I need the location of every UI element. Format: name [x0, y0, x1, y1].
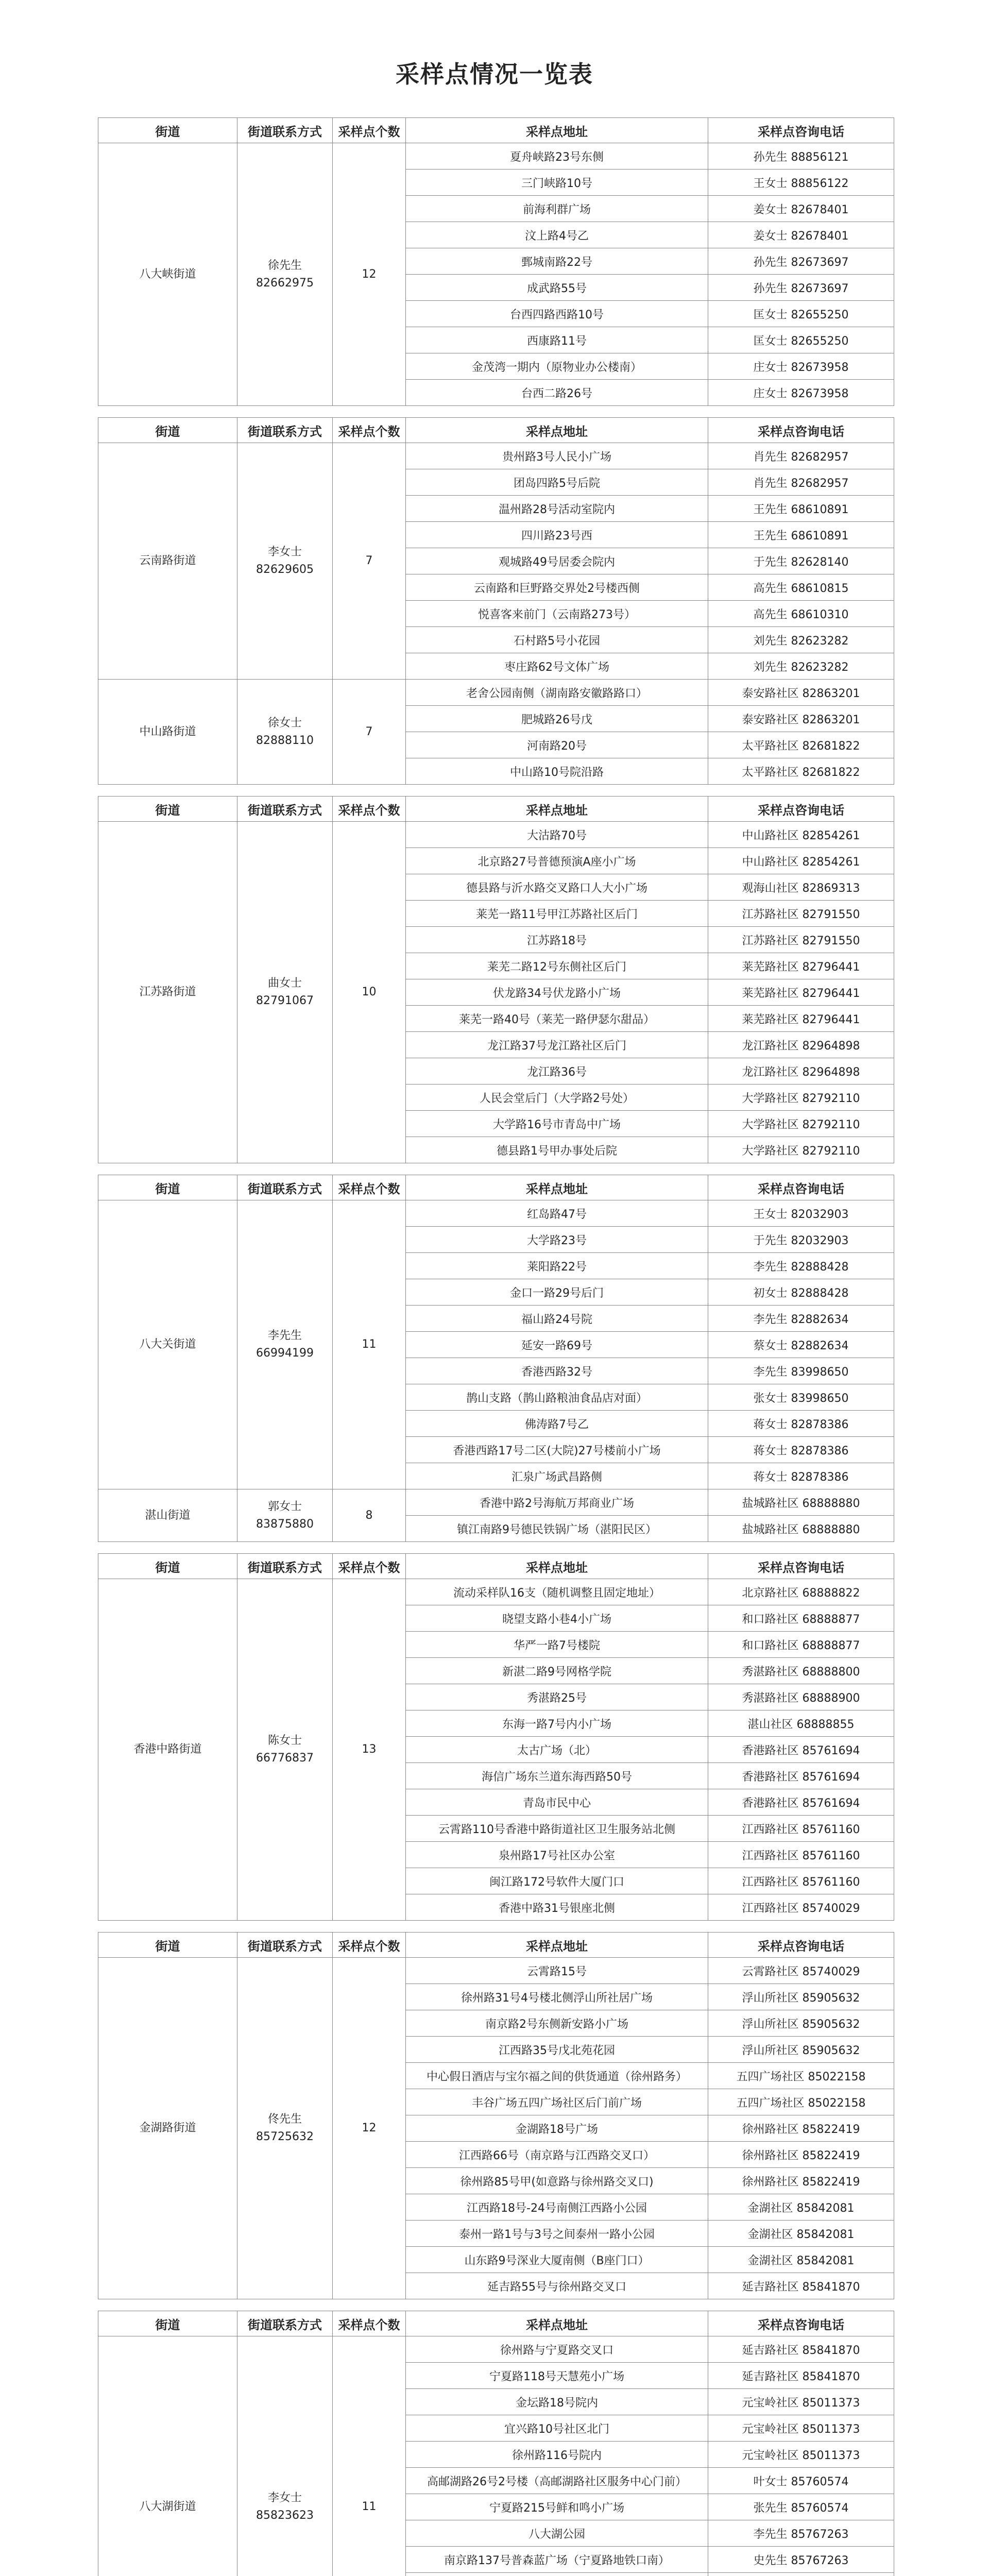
sample-address: 北京路27号普德预演A座小广场 — [406, 848, 708, 874]
sample-phone: 李先生 85767263 — [708, 2520, 894, 2547]
sample-address: 中山路10号院沿路 — [406, 758, 708, 785]
contact-line: 82791067 — [256, 994, 314, 1007]
sample-address: 莱芜一路11号甲江苏路社区后门 — [406, 901, 708, 927]
sample-address: 成武路55号 — [406, 275, 708, 301]
sample-phone: 元宝岭社区 85011373 — [708, 2415, 894, 2442]
sample-address: 延吉路55号与徐州路交叉口 — [406, 2273, 708, 2299]
column-header: 街道 — [98, 118, 237, 143]
sample-phone: 大学路社区 82792110 — [708, 1111, 894, 1137]
column-header: 街道联系方式 — [237, 418, 333, 443]
table-row — [98, 822, 894, 848]
sample-address: 海信广场东兰道东海西路50号 — [406, 1763, 708, 1789]
sample-address: 金口一路29号后门 — [406, 1279, 708, 1306]
sample-phone: 李先生 82882634 — [708, 1306, 894, 1332]
block-gap — [98, 1542, 894, 1553]
block-gap — [98, 406, 894, 417]
column-header: 采样点咨询电话 — [708, 118, 894, 143]
sample-phone: 莱芜路社区 82796441 — [708, 1006, 894, 1032]
sample-address: 石村路5号小花园 — [406, 627, 708, 653]
sample-phone: 大学路社区 82792110 — [708, 1084, 894, 1111]
street-contact — [237, 1200, 333, 1489]
table-row — [98, 1489, 894, 1516]
sample-phone: 江西路社区 85761160 — [708, 1842, 894, 1868]
sample-address: 悦喜客来前门（云南路273号） — [406, 601, 708, 627]
street-name: 云南路街道 — [98, 443, 237, 680]
sample-phone: 金湖社区 85842081 — [708, 2221, 894, 2247]
sample-address: 晓望支路小巷4小广场 — [406, 1605, 708, 1632]
sample-address: 中心假日酒店与宝尔福之间的供货通道（徐州路务） — [406, 2063, 708, 2089]
sample-phone: 姜女士 82678401 — [708, 196, 894, 222]
street-contact — [237, 1489, 333, 1542]
sample-address: 西康路11号 — [406, 327, 708, 353]
column-header: 采样点个数 — [333, 2311, 406, 2336]
sample-address: 金茂湾一期内（原物业办公楼南） — [406, 353, 708, 380]
sample-phone: 和口路社区 68888877 — [708, 1605, 894, 1632]
header-row — [98, 1175, 894, 1200]
column-header: 采样点地址 — [406, 1554, 708, 1579]
sample-phone: 于先生 82032903 — [708, 1227, 894, 1253]
sample-address: 团岛四路5号后院 — [406, 469, 708, 496]
sample-phone: 叶女士 85760574 — [708, 2468, 894, 2494]
sample-address: 流动采样队16支（随机调整且固定地址） — [406, 1579, 708, 1605]
contact-line: 85823623 — [256, 2509, 314, 2522]
sample-phone: 浮山所社区 85905632 — [708, 2010, 894, 2037]
sample-address: 龙江路36号 — [406, 1058, 708, 1084]
sample-phone: 张先生 85760574 — [708, 2494, 894, 2520]
header-row — [98, 1933, 894, 1958]
block-table — [98, 1553, 894, 1921]
contact-line: 83875880 — [256, 1517, 314, 1531]
sample-address: 温州路28号活动室院内 — [406, 496, 708, 522]
sample-address — [406, 2573, 708, 2576]
column-header: 采样点咨询电话 — [708, 796, 894, 822]
column-header: 采样点地址 — [406, 418, 708, 443]
sample-phone: 观海山社区 82869313 — [708, 874, 894, 901]
contact-line: 李女士 — [267, 2492, 302, 2504]
sample-phone: 王先生 68610891 — [708, 522, 894, 548]
sample-address: 高邮湖路26号2号楼（高邮湖路社区服务中心门前） — [406, 2468, 708, 2494]
sample-address: 鹊山支路（鹊山路粮油食品店对面） — [406, 1384, 708, 1411]
sample-phone: 高先生 68610310 — [708, 601, 894, 627]
table-row — [98, 1958, 894, 1984]
sample-phone: 泰安路社区 82863201 — [708, 680, 894, 706]
sample-phone: 庄女士 82673958 — [708, 380, 894, 406]
table-row — [98, 143, 894, 170]
street-name: 中山路街道 — [98, 680, 237, 785]
column-header: 街道联系方式 — [237, 796, 333, 822]
column-header: 采样点个数 — [333, 1554, 406, 1579]
sample-phone: 姜女士 82678401 — [708, 222, 894, 248]
column-header: 街道 — [98, 418, 237, 443]
sample-address: 莱阳路22号 — [406, 1253, 708, 1279]
column-header: 街道 — [98, 1554, 237, 1579]
sample-phone: 肖先生 82682957 — [708, 469, 894, 496]
sample-address: 台西四路西路10号 — [406, 301, 708, 327]
sample-address: 云霄路110号香港中路街道社区卫生服务站北侧 — [406, 1816, 708, 1842]
sample-address: 云霄路15号 — [406, 1958, 708, 1984]
column-header: 采样点地址 — [406, 1933, 708, 1958]
sample-phone: 王女士 88856122 — [708, 170, 894, 196]
page-title: 采样点情况一览表 — [396, 60, 593, 88]
header-row — [98, 796, 894, 822]
sample-phone: 蒋女士 82878386 — [708, 1411, 894, 1437]
sample-phone: 匡女士 82655250 — [708, 301, 894, 327]
sample-address: 丰谷广场五四广场社区后门前广场 — [406, 2089, 708, 2115]
column-header: 采样点个数 — [333, 1175, 406, 1200]
contact-line: 陈女士 — [267, 1734, 302, 1747]
contact-line: 徐先生 — [267, 259, 302, 272]
sample-address: 前海利群广场 — [406, 196, 708, 222]
sample-phone: 龙江路社区 82964898 — [708, 1032, 894, 1058]
sample-address: 肥城路26号戊 — [406, 706, 708, 732]
sample-phone: 孙先生 82673697 — [708, 248, 894, 275]
sample-address: 观城路49号居委会院内 — [406, 548, 708, 574]
sample-phone: 高先生 68610815 — [708, 574, 894, 601]
sample-address: 汇泉广场武昌路侧 — [406, 1463, 708, 1489]
sample-phone: 肖先生 82682957 — [708, 443, 894, 469]
sample-phone: 孙先生 88856121 — [708, 143, 894, 170]
header-row — [98, 418, 894, 443]
sample-address: 八大湖公园 — [406, 2520, 708, 2547]
sample-phone: 于先生 82628140 — [708, 548, 894, 574]
header-row — [98, 2311, 894, 2336]
sample-phone: 和口路社区 68888877 — [708, 1632, 894, 1658]
sample-phone: 初女士 82888428 — [708, 1279, 894, 1306]
sample-address: 德县路与沂水路交叉路口人大小广场 — [406, 874, 708, 901]
sample-phone: 香港路社区 85761694 — [708, 1789, 894, 1816]
sample-address: 伏龙路34号伏龙路小广场 — [406, 979, 708, 1006]
street-name: 江苏路街道 — [98, 822, 237, 1163]
header-row — [98, 1554, 894, 1579]
sample-address: 大学路23号 — [406, 1227, 708, 1253]
table-row — [98, 1579, 894, 1605]
contact-line: 徐女士 — [267, 716, 302, 730]
street-contact — [237, 822, 333, 1163]
sample-address: 江西路66号（南京路与江西路交叉口） — [406, 2142, 708, 2168]
sample-address: 汶上路4号乙 — [406, 222, 708, 248]
sample-phone: 大学路社区 82792110 — [708, 1137, 894, 1163]
sample-phone: 浮山所社区 85905632 — [708, 1984, 894, 2010]
street-name: 八大峡街道 — [98, 143, 237, 406]
sample-phone: 徐州路社区 85822419 — [708, 2168, 894, 2194]
sample-phone: 莱芜路社区 82796441 — [708, 953, 894, 979]
sample-phone: 太平路社区 82681822 — [708, 732, 894, 758]
sample-phone: 北京路社区 68888822 — [708, 1579, 894, 1605]
sample-phone: 庄女士 82673958 — [708, 353, 894, 380]
sample-phone: 江苏路社区 82791550 — [708, 901, 894, 927]
sample-phone: 秀湛路社区 68888900 — [708, 1684, 894, 1710]
sample-address: 人民会堂后门（大学路2号处） — [406, 1084, 708, 1111]
column-header: 采样点咨询电话 — [708, 1175, 894, 1200]
sample-phone: 龙江路社区 82964898 — [708, 1058, 894, 1084]
sample-address: 宜兴路10号社区北门 — [406, 2415, 708, 2442]
column-header: 采样点咨询电话 — [708, 1554, 894, 1579]
column-header: 采样点地址 — [406, 1175, 708, 1200]
column-header: 街道联系方式 — [237, 1175, 333, 1200]
sample-address: 青岛市民中心 — [406, 1789, 708, 1816]
sample-address: 夏舟峡路23号东侧 — [406, 143, 708, 170]
sampling-points-table — [98, 117, 894, 2576]
sample-phone: 太平路社区 82681822 — [708, 758, 894, 785]
sample-phone: 香港路社区 85761694 — [708, 1737, 894, 1763]
sample-phone: 江苏路社区 82791550 — [708, 927, 894, 953]
sample-address: 南京路2号东侧新安路小广场 — [406, 2010, 708, 2037]
street-name: 金湖路街道 — [98, 1958, 237, 2299]
contact-line: 82662975 — [256, 276, 314, 290]
sample-address: 镇江南路9号德民铁锅广场（湛阳民区） — [406, 1516, 708, 1542]
street-contact — [237, 2336, 333, 2576]
contact-line: 82629605 — [256, 563, 314, 576]
street-name: 八大关街道 — [98, 1200, 237, 1489]
sample-phone: 云霄路社区 85740029 — [708, 1958, 894, 1984]
sample-address: 徐州路与宁夏路交叉口 — [406, 2336, 708, 2363]
sample-address: 徐州路116号院内 — [406, 2442, 708, 2468]
sample-phone: 香港路社区 85761694 — [708, 1763, 894, 1789]
sample-address: 三门峡路10号 — [406, 170, 708, 196]
header-row — [98, 118, 894, 143]
sample-phone: 徐州路社区 85822419 — [708, 2142, 894, 2168]
sample-address: 香港中路31号银座北侧 — [406, 1894, 708, 1921]
sample-address: 莱芜二路12号东侧社区后门 — [406, 953, 708, 979]
sample-address: 台西二路26号 — [406, 380, 708, 406]
contact-line: 李女士 — [267, 546, 302, 558]
street-contact — [237, 1958, 333, 2299]
sample-address: 闽江路172号软件大厦门口 — [406, 1868, 708, 1894]
sample-address: 枣庄路62号文体广场 — [406, 653, 708, 680]
street-name: 湛山街道 — [98, 1489, 237, 1542]
sample-phone: 孙先生 82673697 — [708, 275, 894, 301]
sample-address: 泉州路17号社区办公室 — [406, 1842, 708, 1868]
column-header: 采样点地址 — [406, 118, 708, 143]
sample-address: 江西路18号-24号南侧江西路小公园 — [406, 2194, 708, 2221]
sample-address: 江西路35号戊北苑花园 — [406, 2037, 708, 2063]
street-contact — [237, 1579, 333, 1921]
sample-phone: 浮山所社区 85905632 — [708, 2037, 894, 2063]
sample-phone: 五四广场社区 85022158 — [708, 2089, 894, 2115]
sample-address: 东海一路7号内小广场 — [406, 1710, 708, 1737]
sample-phone: 李先生 82888428 — [708, 1253, 894, 1279]
sample-phone: 蒋女士 82878386 — [708, 1437, 894, 1463]
sample-address: 秀湛路25号 — [406, 1684, 708, 1710]
sample-address: 大沽路70号 — [406, 822, 708, 848]
sample-address: 四川路23号西 — [406, 522, 708, 548]
sample-phone: 金湖社区 85842081 — [708, 2247, 894, 2273]
sample-address: 香港西路17号二区(大院)27号楼前小广场 — [406, 1437, 708, 1463]
sample-phone: 蔡女士 82882634 — [708, 1332, 894, 1358]
column-header: 街道联系方式 — [237, 2311, 333, 2336]
sample-address: 华严一路7号楼院 — [406, 1632, 708, 1658]
sample-phone: 元宝岭社区 85011373 — [708, 2389, 894, 2415]
sample-address: 大学路16号市青岛中广场 — [406, 1111, 708, 1137]
sample-phone: 延吉路社区 85841870 — [708, 2336, 894, 2363]
table-row — [98, 2336, 894, 2363]
sample-phone: 湛山社区 68888855 — [708, 1710, 894, 1737]
column-header: 采样点咨询电话 — [708, 418, 894, 443]
block-gap — [98, 2299, 894, 2311]
sample-address: 德县路1号甲办事处后院 — [406, 1137, 708, 1163]
column-header: 采样点个数 — [333, 118, 406, 143]
block-table — [98, 1932, 894, 2299]
sample-address: 延安一路69号 — [406, 1332, 708, 1358]
block-gap — [98, 1921, 894, 1932]
block-table — [98, 1175, 894, 1542]
contact-line: 曲女士 — [267, 977, 302, 990]
sample-phone: 江西路社区 85761160 — [708, 1868, 894, 1894]
sample-address: 江苏路18号 — [406, 927, 708, 953]
block-table — [98, 117, 894, 406]
sample-phone: 匡女士 82655250 — [708, 327, 894, 353]
sample-address: 莱芜一路40号（莱芜一路伊瑟尔甜品） — [406, 1006, 708, 1032]
sample-phone: 五四广场社区 85022158 — [708, 2063, 894, 2089]
sample-address: 太古广场（北） — [406, 1737, 708, 1763]
sample-address: 鄄城南路22号 — [406, 248, 708, 275]
sample-count: 12 — [333, 1958, 406, 2299]
street-contact — [237, 443, 333, 680]
sample-phone: 延吉路社区 85841870 — [708, 2273, 894, 2299]
contact-line: 66776837 — [256, 1752, 314, 1765]
sample-phone: 王女士 82032903 — [708, 1200, 894, 1227]
contact-line: 66994199 — [256, 1347, 314, 1360]
sample-address: 宁夏路215号鲜和鸣小广场 — [406, 2494, 708, 2520]
sample-count: 11 — [333, 2336, 406, 2576]
block-table — [98, 2311, 894, 2576]
sample-phone: 江西路社区 85740029 — [708, 1894, 894, 1921]
contact-line: 85725632 — [256, 2130, 314, 2143]
sample-phone: 张女士 83998650 — [708, 1384, 894, 1411]
block-gap — [98, 1163, 894, 1175]
sample-address: 佛涛路7号乙 — [406, 1411, 708, 1437]
sample-phone: 徐州路社区 85822419 — [708, 2115, 894, 2142]
sample-phone: 李先生 83998650 — [708, 1358, 894, 1384]
sample-count: 7 — [333, 680, 406, 785]
column-header: 采样点咨询电话 — [708, 2311, 894, 2336]
sample-count: 7 — [333, 443, 406, 680]
table-row — [98, 1200, 894, 1227]
sample-phone: 延吉路社区 85841870 — [708, 2363, 894, 2389]
sample-count: 11 — [333, 1200, 406, 1489]
contact-line: 82888110 — [256, 734, 314, 747]
column-header: 采样点个数 — [333, 796, 406, 822]
sample-address: 新湛二路9号网格学院 — [406, 1658, 708, 1684]
sample-phone: 金湖社区 85842081 — [708, 2194, 894, 2221]
sample-phone: 蒋女士 82878386 — [708, 1463, 894, 1489]
sample-address: 红岛路47号 — [406, 1200, 708, 1227]
column-header: 街道联系方式 — [237, 1933, 333, 1958]
column-header: 采样点个数 — [333, 1933, 406, 1958]
street-contact — [237, 143, 333, 406]
sample-count: 12 — [333, 143, 406, 406]
sample-phone: 王先生 68610891 — [708, 496, 894, 522]
sample-count: 8 — [333, 1489, 406, 1542]
street-contact — [237, 680, 333, 785]
sample-phone: 盐城路社区 68888880 — [708, 1516, 894, 1542]
sample-phone: 江西路社区 85761160 — [708, 1816, 894, 1842]
contact-line: 佟先生 — [267, 2113, 302, 2126]
sample-address: 宁夏路118号天慧苑小广场 — [406, 2363, 708, 2389]
block-gap — [98, 785, 894, 796]
column-header: 街道 — [98, 796, 237, 822]
sample-address: 山东路9号深业大厦南侧（B座门口） — [406, 2247, 708, 2273]
sample-address: 泰州一路1号与3号之间泰州一路小公园 — [406, 2221, 708, 2247]
sample-phone: 盐城路社区 68888880 — [708, 1489, 894, 1516]
sample-phone — [708, 2573, 894, 2576]
sample-address: 云南路和巨野路交界处2号楼西侧 — [406, 574, 708, 601]
street-name: 八大湖街道 — [98, 2336, 237, 2576]
sample-address: 徐州路85号甲(如意路与徐州路交叉口) — [406, 2168, 708, 2194]
column-header: 采样点个数 — [333, 418, 406, 443]
sample-address: 徐州路31号4号楼北侧浮山所社居广场 — [406, 1984, 708, 2010]
sample-phone: 刘先生 82623282 — [708, 653, 894, 680]
sample-address: 香港中路2号海航万邦商业广场 — [406, 1489, 708, 1516]
sample-phone: 元宝岭社区 85011373 — [708, 2442, 894, 2468]
sample-count: 13 — [333, 1579, 406, 1921]
sample-address: 贵州路3号人民小广场 — [406, 443, 708, 469]
sample-phone: 刘先生 82623282 — [708, 627, 894, 653]
table-row — [98, 680, 894, 706]
sample-phone: 中山路社区 82854261 — [708, 848, 894, 874]
sample-address: 老舍公园南侧（湖南路安徽路路口） — [406, 680, 708, 706]
column-header: 街道联系方式 — [237, 118, 333, 143]
sample-address: 河南路20号 — [406, 732, 708, 758]
block-table — [98, 796, 894, 1163]
sample-address: 南京路137号普森蓝广场（宁夏路地铁口南） — [406, 2547, 708, 2573]
column-header: 街道联系方式 — [237, 1554, 333, 1579]
sample-phone: 莱芜路社区 82796441 — [708, 979, 894, 1006]
sample-count: 10 — [333, 822, 406, 1163]
column-header: 街道 — [98, 1175, 237, 1200]
sample-address: 香港西路32号 — [406, 1358, 708, 1384]
column-header: 采样点咨询电话 — [708, 1933, 894, 1958]
sample-address: 金湖路18号广场 — [406, 2115, 708, 2142]
sample-phone: 中山路社区 82854261 — [708, 822, 894, 848]
contact-line: 李先生 — [267, 1329, 302, 1342]
sample-phone: 泰安路社区 82863201 — [708, 706, 894, 732]
column-header: 街道 — [98, 2311, 237, 2336]
contact-line: 郭女士 — [267, 1500, 302, 1513]
table-row — [98, 443, 894, 469]
sample-address: 龙江路37号龙江路社区后门 — [406, 1032, 708, 1058]
column-header: 采样点地址 — [406, 2311, 708, 2336]
column-header: 采样点地址 — [406, 796, 708, 822]
sample-phone: 史先生 85767263 — [708, 2547, 894, 2573]
sample-phone: 秀湛路社区 68888800 — [708, 1658, 894, 1684]
street-name: 香港中路街道 — [98, 1579, 237, 1921]
sample-address: 福山路24号院 — [406, 1306, 708, 1332]
sample-address: 金坛路18号院内 — [406, 2389, 708, 2415]
block-table — [98, 417, 894, 785]
column-header: 街道 — [98, 1933, 237, 1958]
